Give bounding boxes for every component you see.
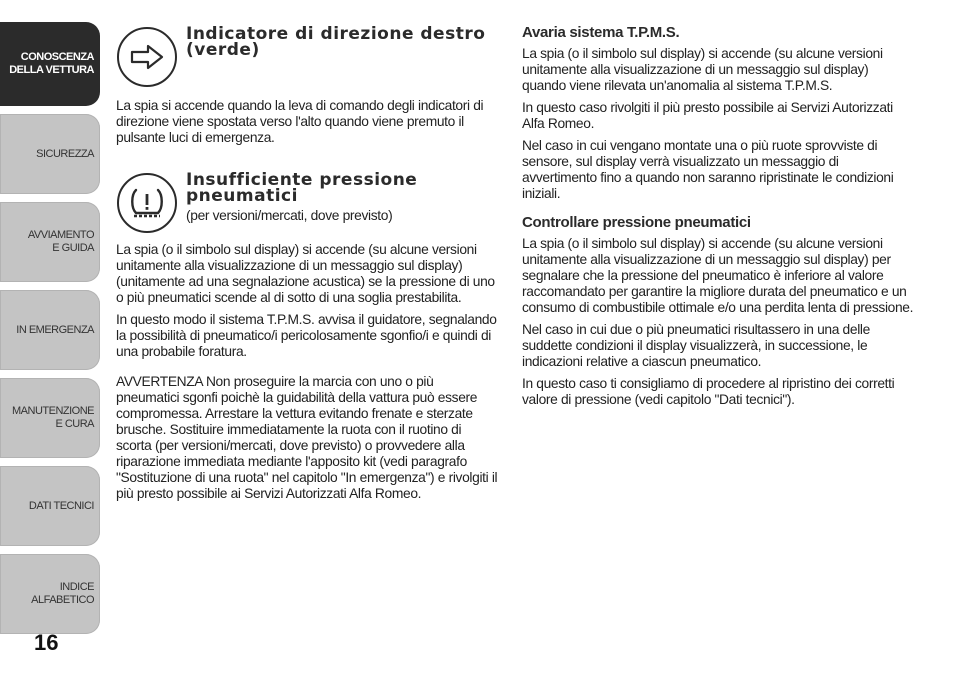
arrow-right-icon [117, 27, 177, 87]
tab-indice-alfabetico[interactable] [0, 554, 100, 634]
warning-paragraph: AVVERTENZA Non proseguire la marcia con uno o più pneumatici sgonfi poichè la guidabilità della vattura può essere compromessa. Arrestare la vettura evitando frenate e sterzate brusche. Sostituire immediatamente la ruota con il ruotino di scorta (per versioni/mercati, dove previsto) o provvedere alla riparazione immediata mediante l'apposito kit (vedi paragrafo "Sostituzione di una ruota" nel capitolo "In emergenza") e rivolgiti il più presto possibile ai Servizi Autorizzati Alfa Romeo. [116, 374, 498, 501]
tab-label: IN EMERGENZA [16, 323, 94, 336]
paragraph: Nel caso in cui due o più pneumatici risultassero in una delle suddette condizioni il display visualizzerà, in successione, le indicazioni relative a ciascun pneumatico. [522, 322, 870, 369]
tab-sicurezza[interactable] [0, 114, 100, 194]
page-number: 16 [34, 630, 59, 655]
tpms-failure-title: Avaria sistema T.P.M.S. [522, 24, 680, 41]
turn-signal-title: Indicatore di direzione destro (verde) [186, 24, 486, 60]
tab-dati-tecnici[interactable] [0, 466, 100, 546]
right-column [522, 24, 914, 408]
tab-label: INDICE ALFABETICO [31, 581, 94, 606]
paragraph: In questo modo il sistema T.P.M.S. avvisa il guidatore, segnalando la possibilità di pneumatico/i pericolosamente sgonfio/i e quindi di una probabile foratura. [116, 312, 497, 359]
tab-label: MANUTENZIONE E CURA [12, 405, 94, 430]
tab-manutenzione-e-cura[interactable] [0, 378, 100, 458]
paragraph: In questo caso rivolgiti il più presto possibile ai Servizi Autorizzati Alfa Romeo. [522, 100, 893, 131]
tire-pressure-icon [117, 173, 177, 233]
tpms-header [116, 170, 500, 240]
tab-label: CONOSCENZA DELLA VETTURA [9, 51, 94, 76]
tab-label: AVVIAMENTO E GUIDA [27, 229, 94, 254]
paragraph: In questo caso ti consigliamo di procedere al ripristino dei corretti valore di pressione (vedi capitolo "Dati tecnici"). [522, 376, 895, 407]
paragraph: La spia (o il simbolo sul display) si accende (su alcune versioni unitamente alla visualizzazione di un messaggio sul display) quando viene rilevata un'anomalia al sistema T.P.M.S. [522, 46, 883, 93]
turn-signal-header [116, 24, 500, 94]
left-column [116, 24, 500, 502]
tab-conoscenza-della-vettura[interactable] [0, 22, 100, 106]
paragraph: Nel caso in cui vengano montate una o più ruote sprovviste di sensore, sul display verrà visualizzato un messaggio di avvertimento fino a quando non saranno ripristinate le condizioni iniziali. [522, 138, 894, 201]
paragraph: La spia (o il simbolo sul display) si accende (su alcune versioni unitamente alla visualizzazione di un messaggio sul display) (unitamente ad una segnalazione acustica) se la pressione di uno o più pneumatici scende al di sotto di una soglia prestabilita. [116, 242, 495, 305]
tab-label: DATI TECNICI [28, 499, 94, 512]
tpms-title: Insufficiente pressione pneumatici [186, 170, 418, 206]
turn-signal-text: La spia si accende quando la leva di comando degli indicatori di direzione viene spostata verso l'alto quando viene premuto il pulsante luci di emergenza. [116, 98, 484, 145]
check-pressure-title: Controllare pressione pneumatici [522, 214, 751, 231]
tab-label: SICUREZZA [36, 147, 94, 160]
tab-in-emergenza[interactable] [0, 290, 100, 370]
tpms-availability-note: (per versioni/mercati, dove previsto) [186, 208, 393, 223]
paragraph: La spia (o il simbolo sul display) si accende (su alcune versioni unitamente alla visualizzazione di un messaggio sul display) per segnalare che la pressione del pneumatico è inferiore al valore raccomandato per garantire la migliore durata del pneumatico e un consumo di combustibile ottimale e/o una perdita lenta di pressione. [522, 236, 914, 315]
tab-avviamento-e-guida[interactable] [0, 202, 100, 282]
